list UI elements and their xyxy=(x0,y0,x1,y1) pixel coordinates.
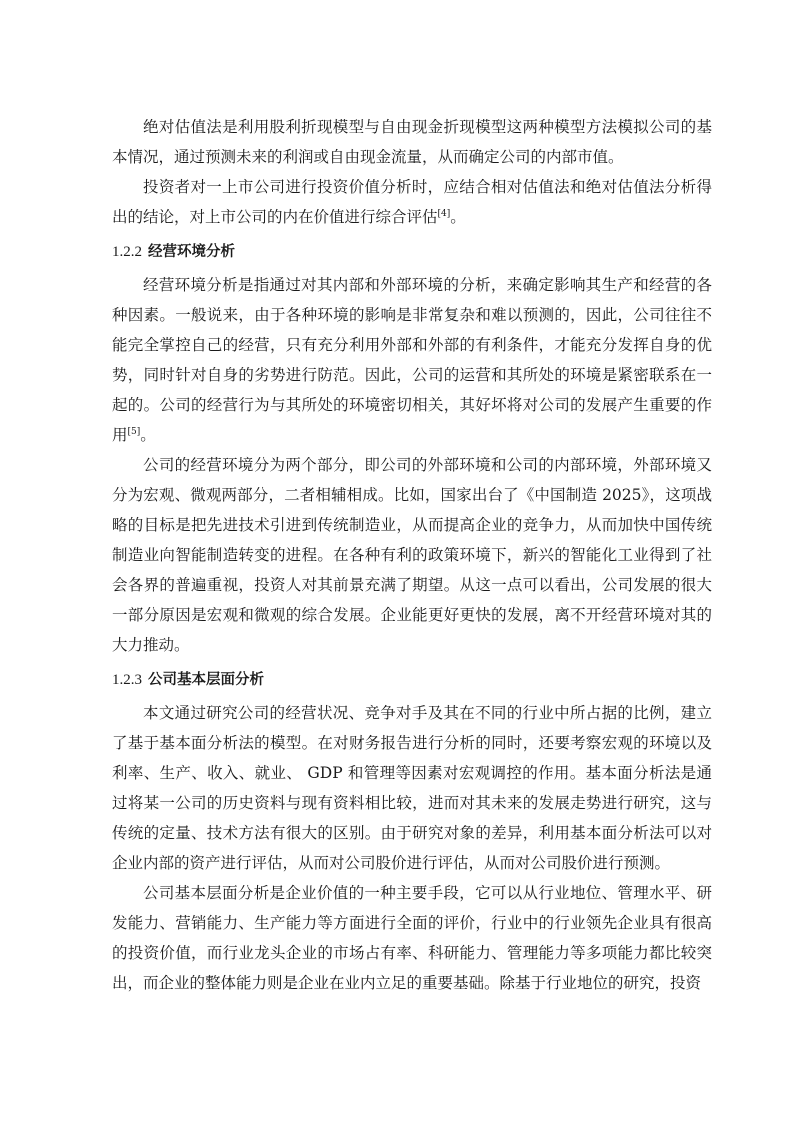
paragraph-absolute-valuation: 绝对估值法是利用股利折现模型与自由现金折现模型这两种模型方法模拟公司的基本情况，通过预测未来的利润或自由现金流量，从而确定公司的内部市值。 xyxy=(112,118,712,166)
section-number: 1.2.3 xyxy=(112,672,142,688)
paragraph-environment-parts: 公司的经营环境分为两个部分，即公司的外部环境和公司的内部环境，外部环境又分为宏观、微观两部分，二者相辅相成。比如，国家出台了《中国制造 2025》，这项战略的目标是把先进技术引进到传统制造业，从而提高企业的竞争力，从而加快中国传统制造业向智能制造转变的进程。在各种有利的政策环境下，新兴的智能化工业得到了社会各界的普遍重视，投资人对其前景充满了期望。从这一点可以看出，公司发展的很大一部分原因是宏观和微观的综合发展。企业能更好更快的发展，离不开经营环境对其的大力推动。 xyxy=(112,456,712,654)
section-heading-business-environment xyxy=(112,240,712,264)
paragraph-fundamental-evaluation: 公司基本层面分析是企业价值的一种主要手段，它可以从行业地位、管理水平、研发能力、营销能力、生产能力等方面进行全面的评价，行业中的行业领先企业具有很高的投资价值，而行业龙头企业的市场占有率、科研能力、管理能力等多项能力都比较突出，而企业的整体能力则是企业在业内立足的重要基础。除基于行业地位的研究，投资 xyxy=(112,884,712,992)
paragraph-investment-analysis: 投资者对一上市公司进行投资价值分析时，应结合相对估值法和绝对估值法分析得出的结论，对上市公司的内在价值进行综合评估[4]。 xyxy=(112,178,712,226)
citation-ref: [4] xyxy=(437,209,451,219)
document-page xyxy=(112,112,712,998)
section-title: 经营环境分析 xyxy=(148,244,235,260)
section-number: 1.2.2 xyxy=(112,244,142,260)
paragraph-fundamental-model: 本文通过研究公司的经营状况、竞争对手及其在不同的行业中所占据的比例，建立了基于基本面分析法的模型。在对财务报告进行分析的同时，还要考察宏观的环境以及利率、生产、收入、就业、 GDP 和管理等因素对宏观调控的作用。基本面分析法是通过将某一公司的历史资料与现有资料相比较，进而对其未来的发展走势进行研究，这与传统的定量、技术方法有很大的区别。由于研究对象的差异，利用基本面分析法可以对企业内部的资产进行评估，从而对公司股价进行评估，从而对公司股价进行预测。 xyxy=(112,704,712,872)
section-heading-fundamental-analysis xyxy=(112,668,712,692)
section-title: 公司基本层面分析 xyxy=(148,672,264,688)
citation-ref: [5] xyxy=(127,427,141,437)
paragraph-environment-definition: 经营环境分析是指通过对其内部和外部环境的分析，来确定影响其生产和经营的各种因素。一般说来，由于各种环境的影响是非常复杂和难以预测的，因此，公司往往不能完全掌控自己的经营，只有充分利用外部和外部的有利条件，才能充分发挥自身的优势，同时针对自身的劣势进行防范。因此，公司的运营和其所处的环境是紧密联系在一起的。公司的经营行为与其所处的环境密切相关，其好坏将对公司的发展产生重要的作用[5]。 xyxy=(112,276,712,444)
